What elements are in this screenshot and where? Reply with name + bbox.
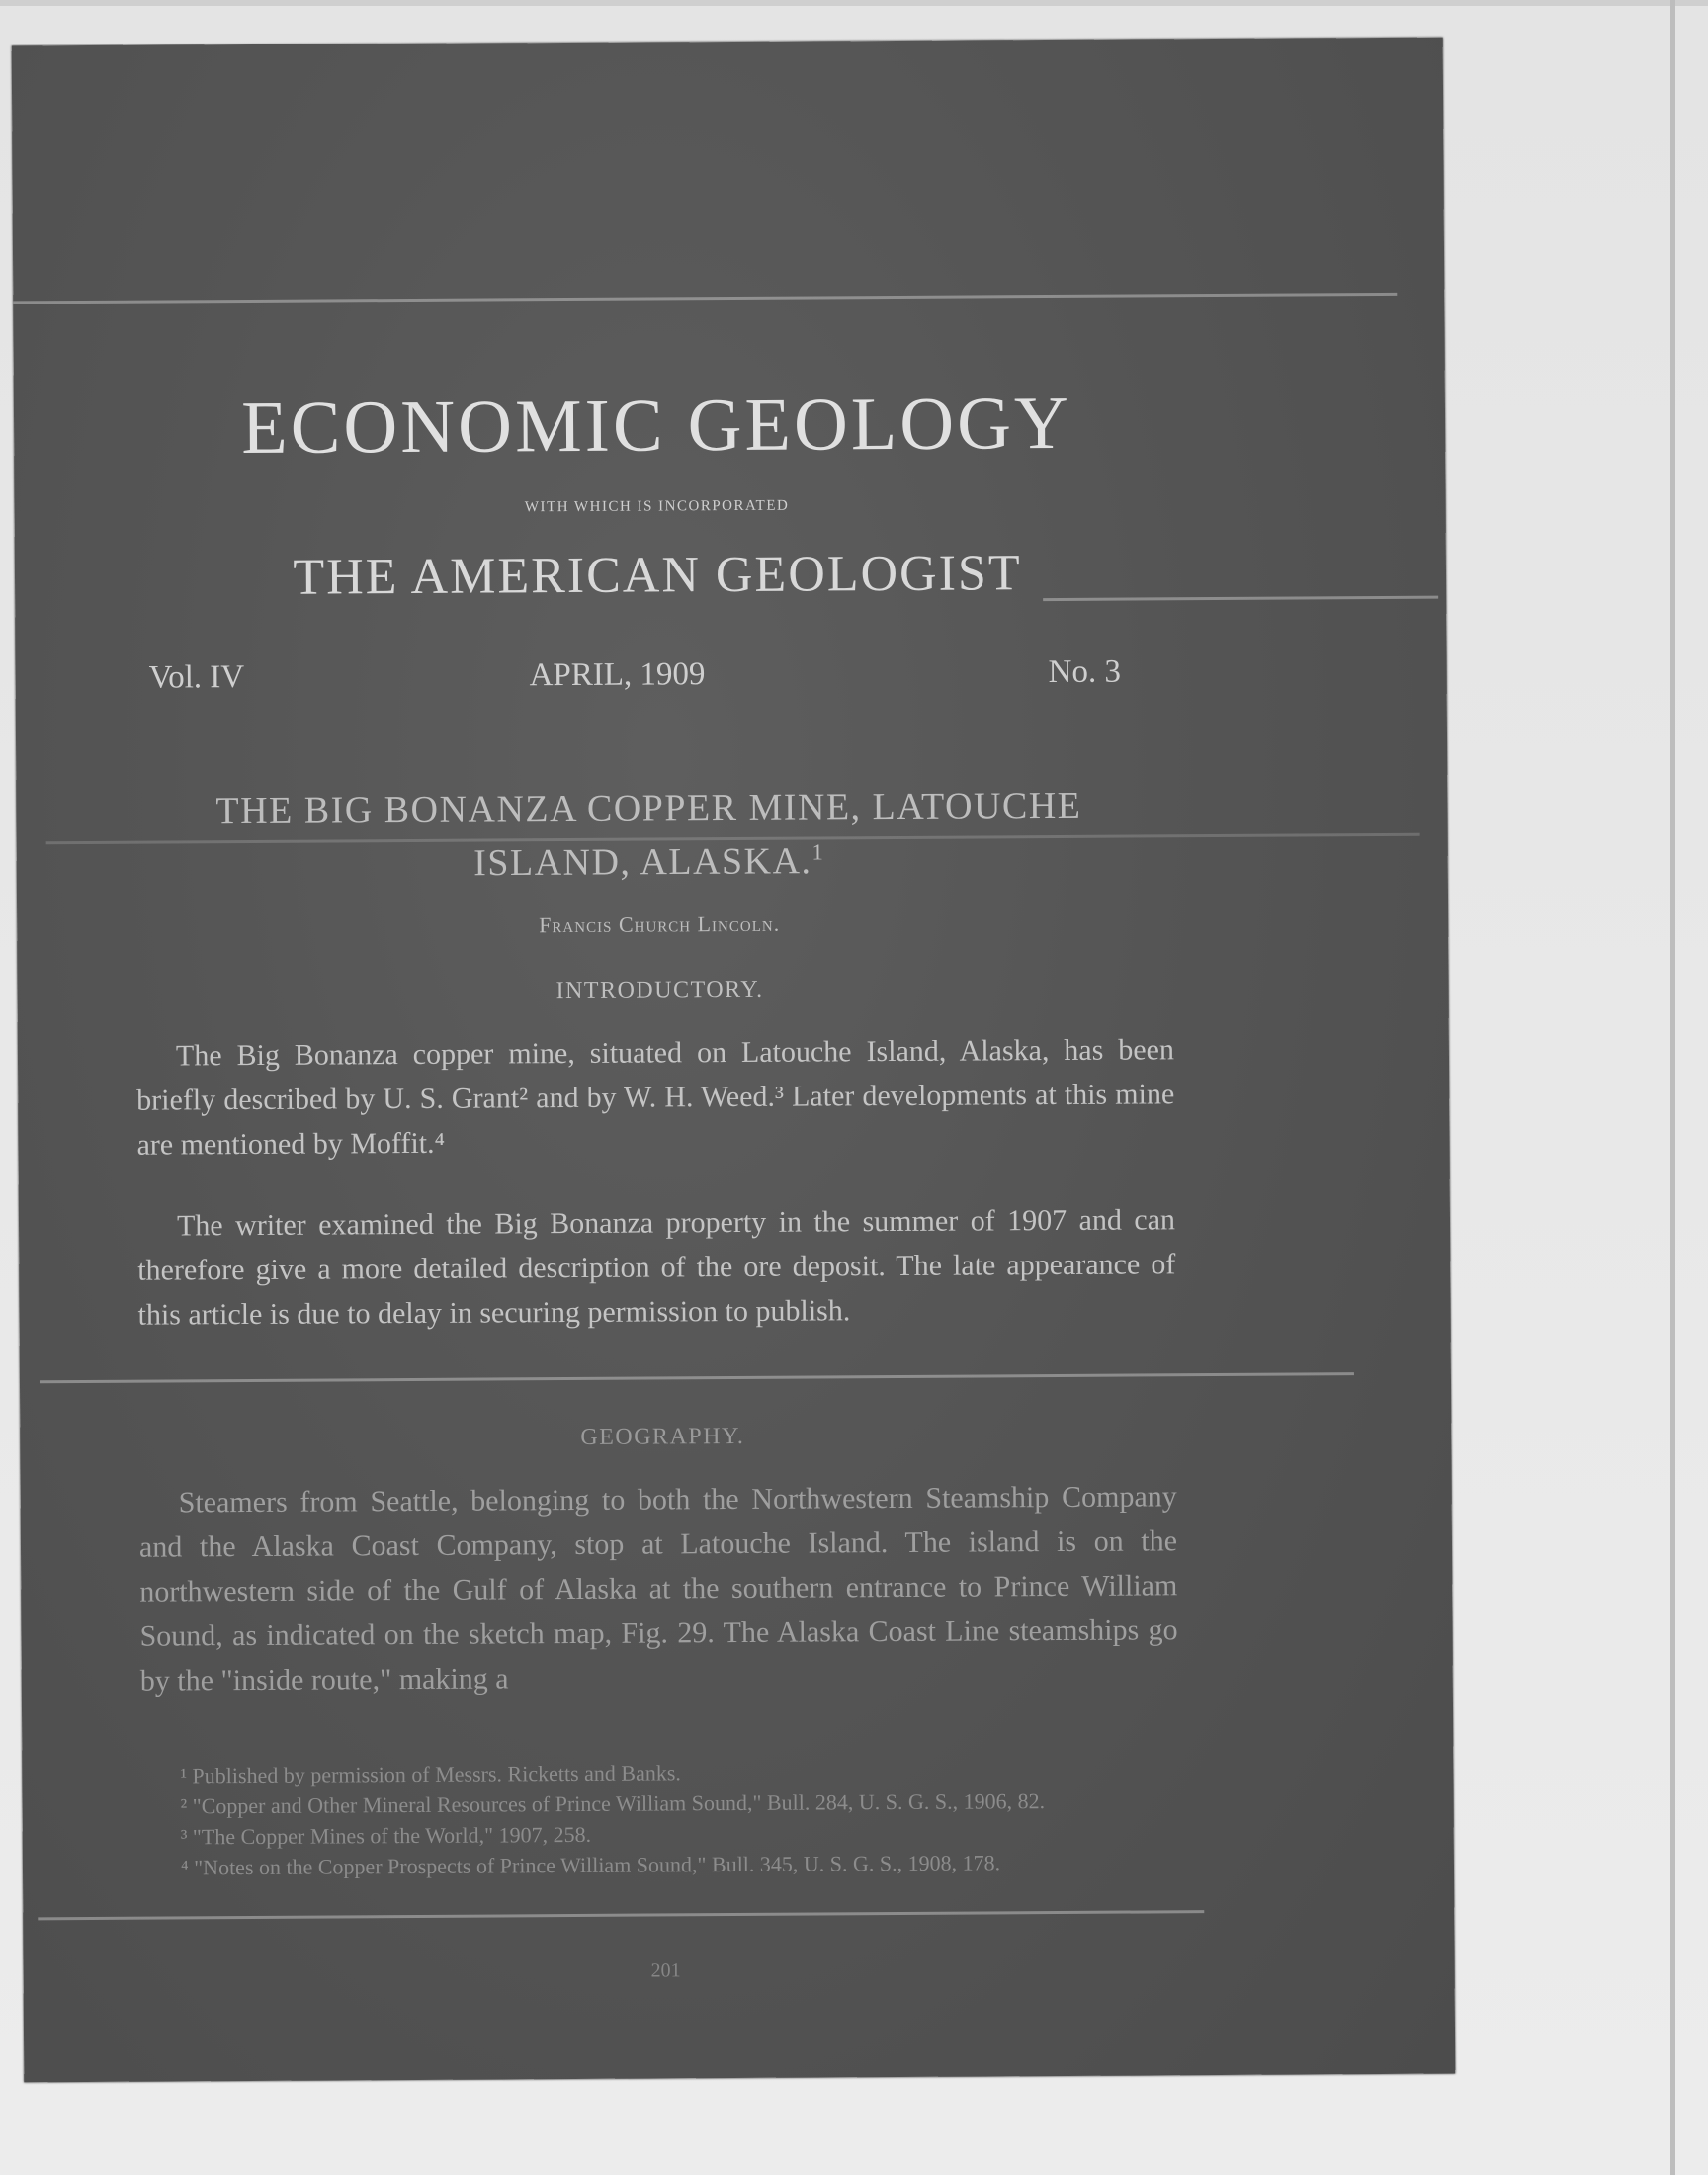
issue-volume: Vol. IV	[148, 659, 245, 696]
section-heading-introductory: INTRODUCTORY.	[555, 976, 764, 1004]
footnote: ² "Copper and Other Mineral Resources of Prince William Sound," Bull. 284, U. S. G. S., 1906, 82.	[180, 1788, 1046, 1819]
journal-page	[12, 38, 1456, 2083]
journal-title: ECONOMIC GEOLOGY	[241, 381, 1072, 471]
footnote: ⁴ "Notes on the Copper Prospects of Prince William Sound," Bull. 345, U. S. G. S., 1908, 178.	[180, 1850, 1001, 1880]
article-title-line2: ISLAND, ALASKA.	[473, 840, 812, 885]
incorporated-note: WITH WHICH IS INCORPORATED	[524, 497, 790, 516]
scan-artifact-line	[40, 1372, 1354, 1383]
paragraph-introductory-2: The writer examined the Big Bonanza property in the summer of 1907 and can therefore give a more detailed description of the ore deposit. The late appearance of this article is due to delay in securing permission to publish.	[137, 1203, 1176, 1332]
paragraph-introductory-1: The Big Bonanza copper mine, situated on Latouche Island, Alaska, has been briefly described by U. S. Grant² and by W. H. Weed.³ Later developments at this mine are mentioned by Moffit.⁴	[136, 1033, 1175, 1162]
article-title-line1: THE BIG BONANZA COPPER MINE, LATOUCHE	[215, 784, 1082, 832]
article-author: Francis Church Lincoln.	[539, 911, 781, 938]
page-number: 201	[650, 1959, 681, 1982]
footnote: ¹ Published by permission of Messrs. Ricketts and Banks.	[180, 1760, 681, 1788]
article-title-footnote-mark: 1	[811, 839, 825, 865]
scan-artifact-line	[13, 293, 1397, 304]
issue-number: No. 3	[1048, 653, 1122, 691]
section-heading-geography: GEOGRAPHY.	[580, 1423, 745, 1450]
scanner-right-edge	[1670, 0, 1675, 2175]
issue-date: APRIL, 1909	[529, 656, 706, 694]
footnote: ³ "The Copper Mines of the World," 1907, 258.	[180, 1821, 592, 1850]
journal-subtitle: THE AMERICAN GEOLOGIST	[293, 545, 1022, 606]
footnotes	[150, 1754, 1189, 1882]
article-title	[115, 782, 1183, 888]
scanner-top-edge	[0, 0, 1708, 6]
paragraph-geography-1: Steamers from Seattle, belonging to both the Northwestern Steamship Company and the Alaska Coast Company, stop at Latouche Island. The island is on the northwestern side of the Gulf of Alaska at the southern entrance to Prince William Sound, as indicated on the sketch map, Fig. 29. The Alaska Coast Line steamships go by the "inside route," making a	[138, 1480, 1178, 1697]
scan-artifact-line	[38, 1910, 1204, 1920]
